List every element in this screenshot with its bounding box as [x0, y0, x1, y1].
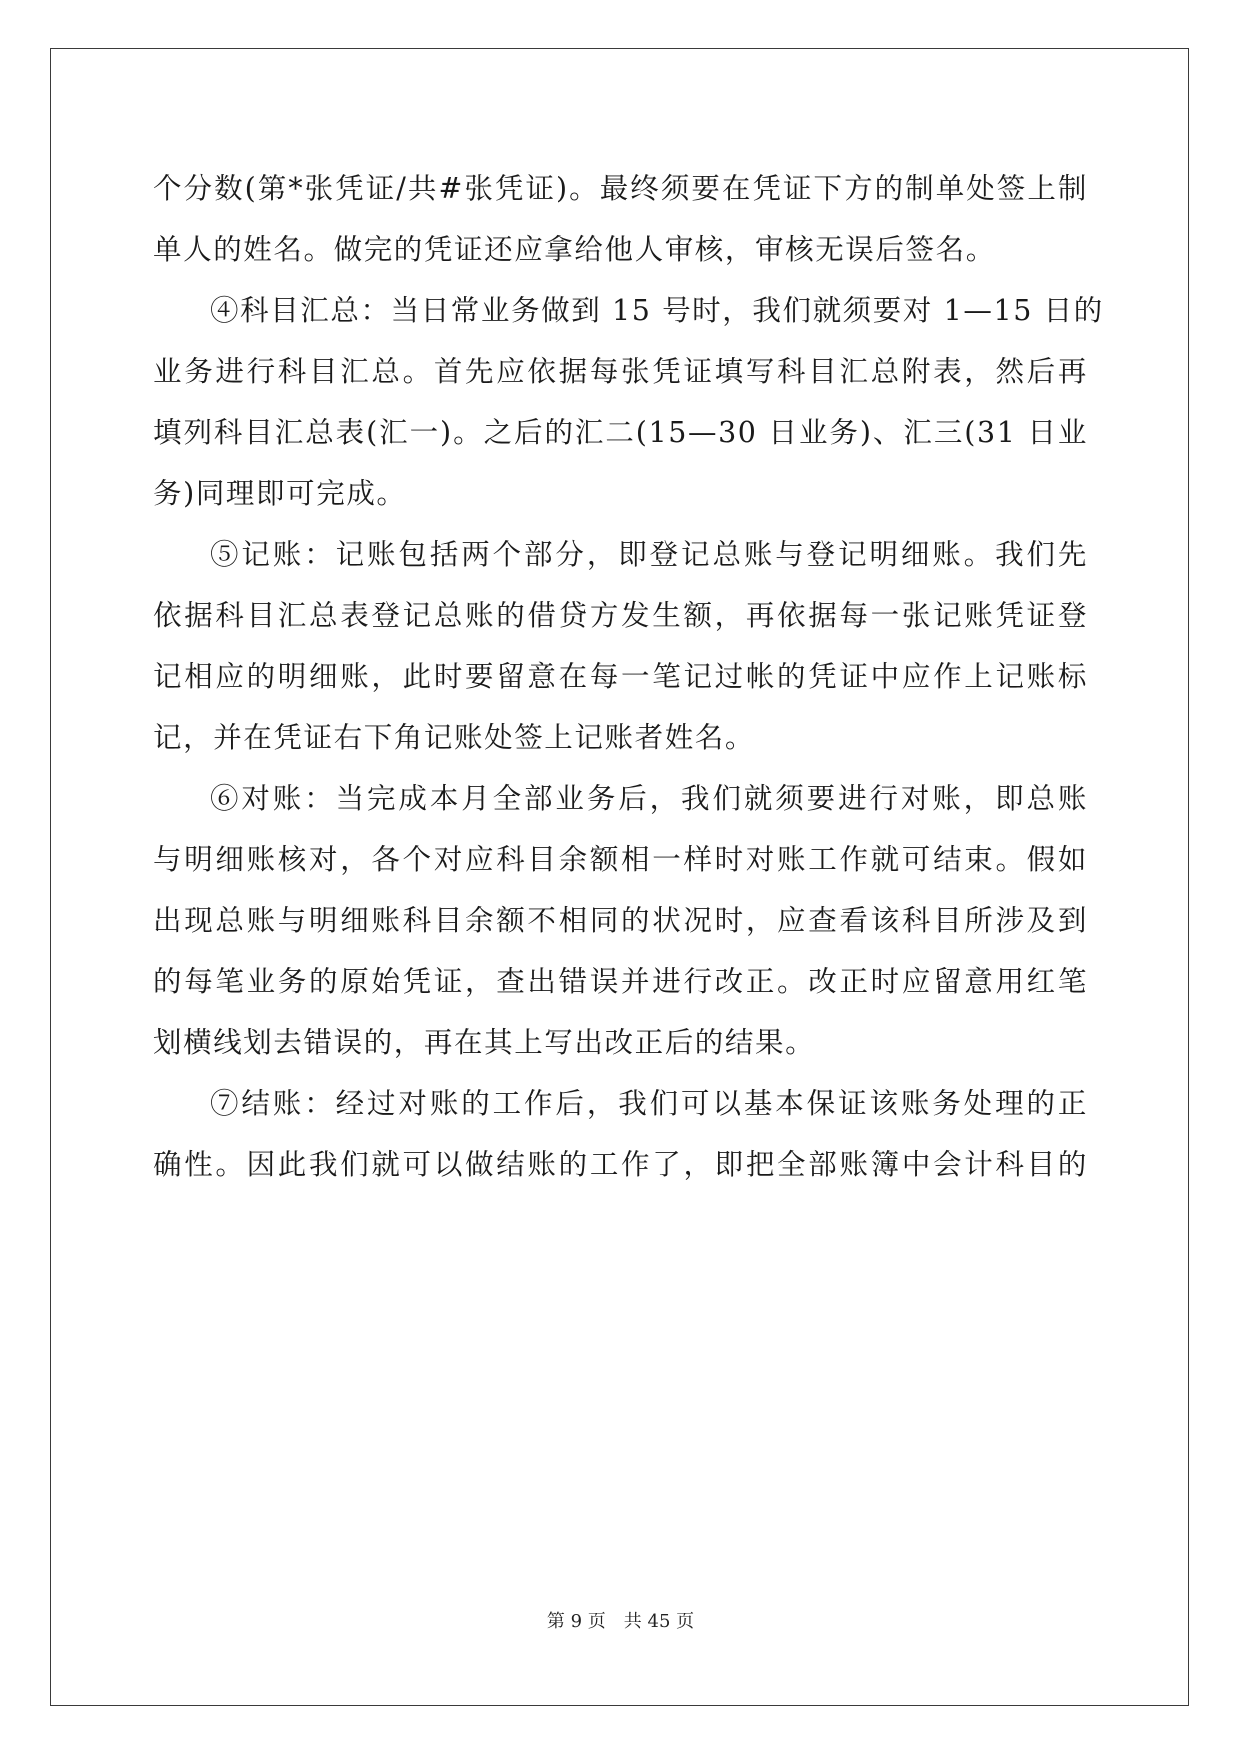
text-line: 的每笔业务的原始凭证，查出错误并进行改正。改正时应留意用红笔	[153, 965, 1088, 998]
text-line: 个分数(第*张凭证/共#张凭证)。最终须要在凭证下方的制单处签上制	[153, 172, 1088, 205]
document-body	[153, 158, 1104, 1195]
text-line: 出现总账与明细账科目余额不相同的状况时，应查看该科目所涉及到	[153, 904, 1088, 937]
page-number: 第 9 页 共 45 页	[546, 1611, 695, 1632]
text-line: 依据科目汇总表登记总账的借贷方发生额，再依据每一张记账凭证登	[153, 599, 1088, 632]
text-line: 与明细账核对，各个对应科目余额相一样时对账工作就可结束。假如	[153, 843, 1088, 876]
text-line: 确性。因此我们就可以做结账的工作了，即把全部账簿中会计科目的	[153, 1148, 1088, 1181]
text-line: ⑦结账：经过对账的工作后，我们可以基本保证该账务处理的正	[210, 1087, 1088, 1120]
text-line: 记，并在凭证右下角记账处签上记账者姓名。	[153, 721, 756, 754]
text-line: 单人的姓名。做完的凭证还应拿给他人审核，审核无误后签名。	[153, 233, 996, 266]
text-line: ⑥对账：当完成本月全部业务后，我们就须要进行对账，即总账	[210, 782, 1088, 815]
text-line: 务)同理即可完成。	[153, 477, 407, 510]
text-line: 记相应的明细账，此时要留意在每一笔记过帐的凭证中应作上记账标	[153, 660, 1088, 693]
text-line: 填列科目汇总表(汇一)。之后的汇二(15—30 日业务)、汇三(31 日业	[153, 416, 1088, 449]
text-line: 业务进行科目汇总。首先应依据每张凭证填写科目汇总附表，然后再	[153, 355, 1088, 388]
text-line: ④科目汇总：当日常业务做到 15 号时，我们就须要对 1—15 日的	[210, 294, 1104, 327]
text-line: 划横线划去错误的，再在其上写出改正后的结果。	[153, 1026, 816, 1059]
page-footer	[0, 1610, 1241, 1634]
text-line: ⑤记账：记账包括两个部分，即登记总账与登记明细账。我们先	[210, 538, 1088, 571]
